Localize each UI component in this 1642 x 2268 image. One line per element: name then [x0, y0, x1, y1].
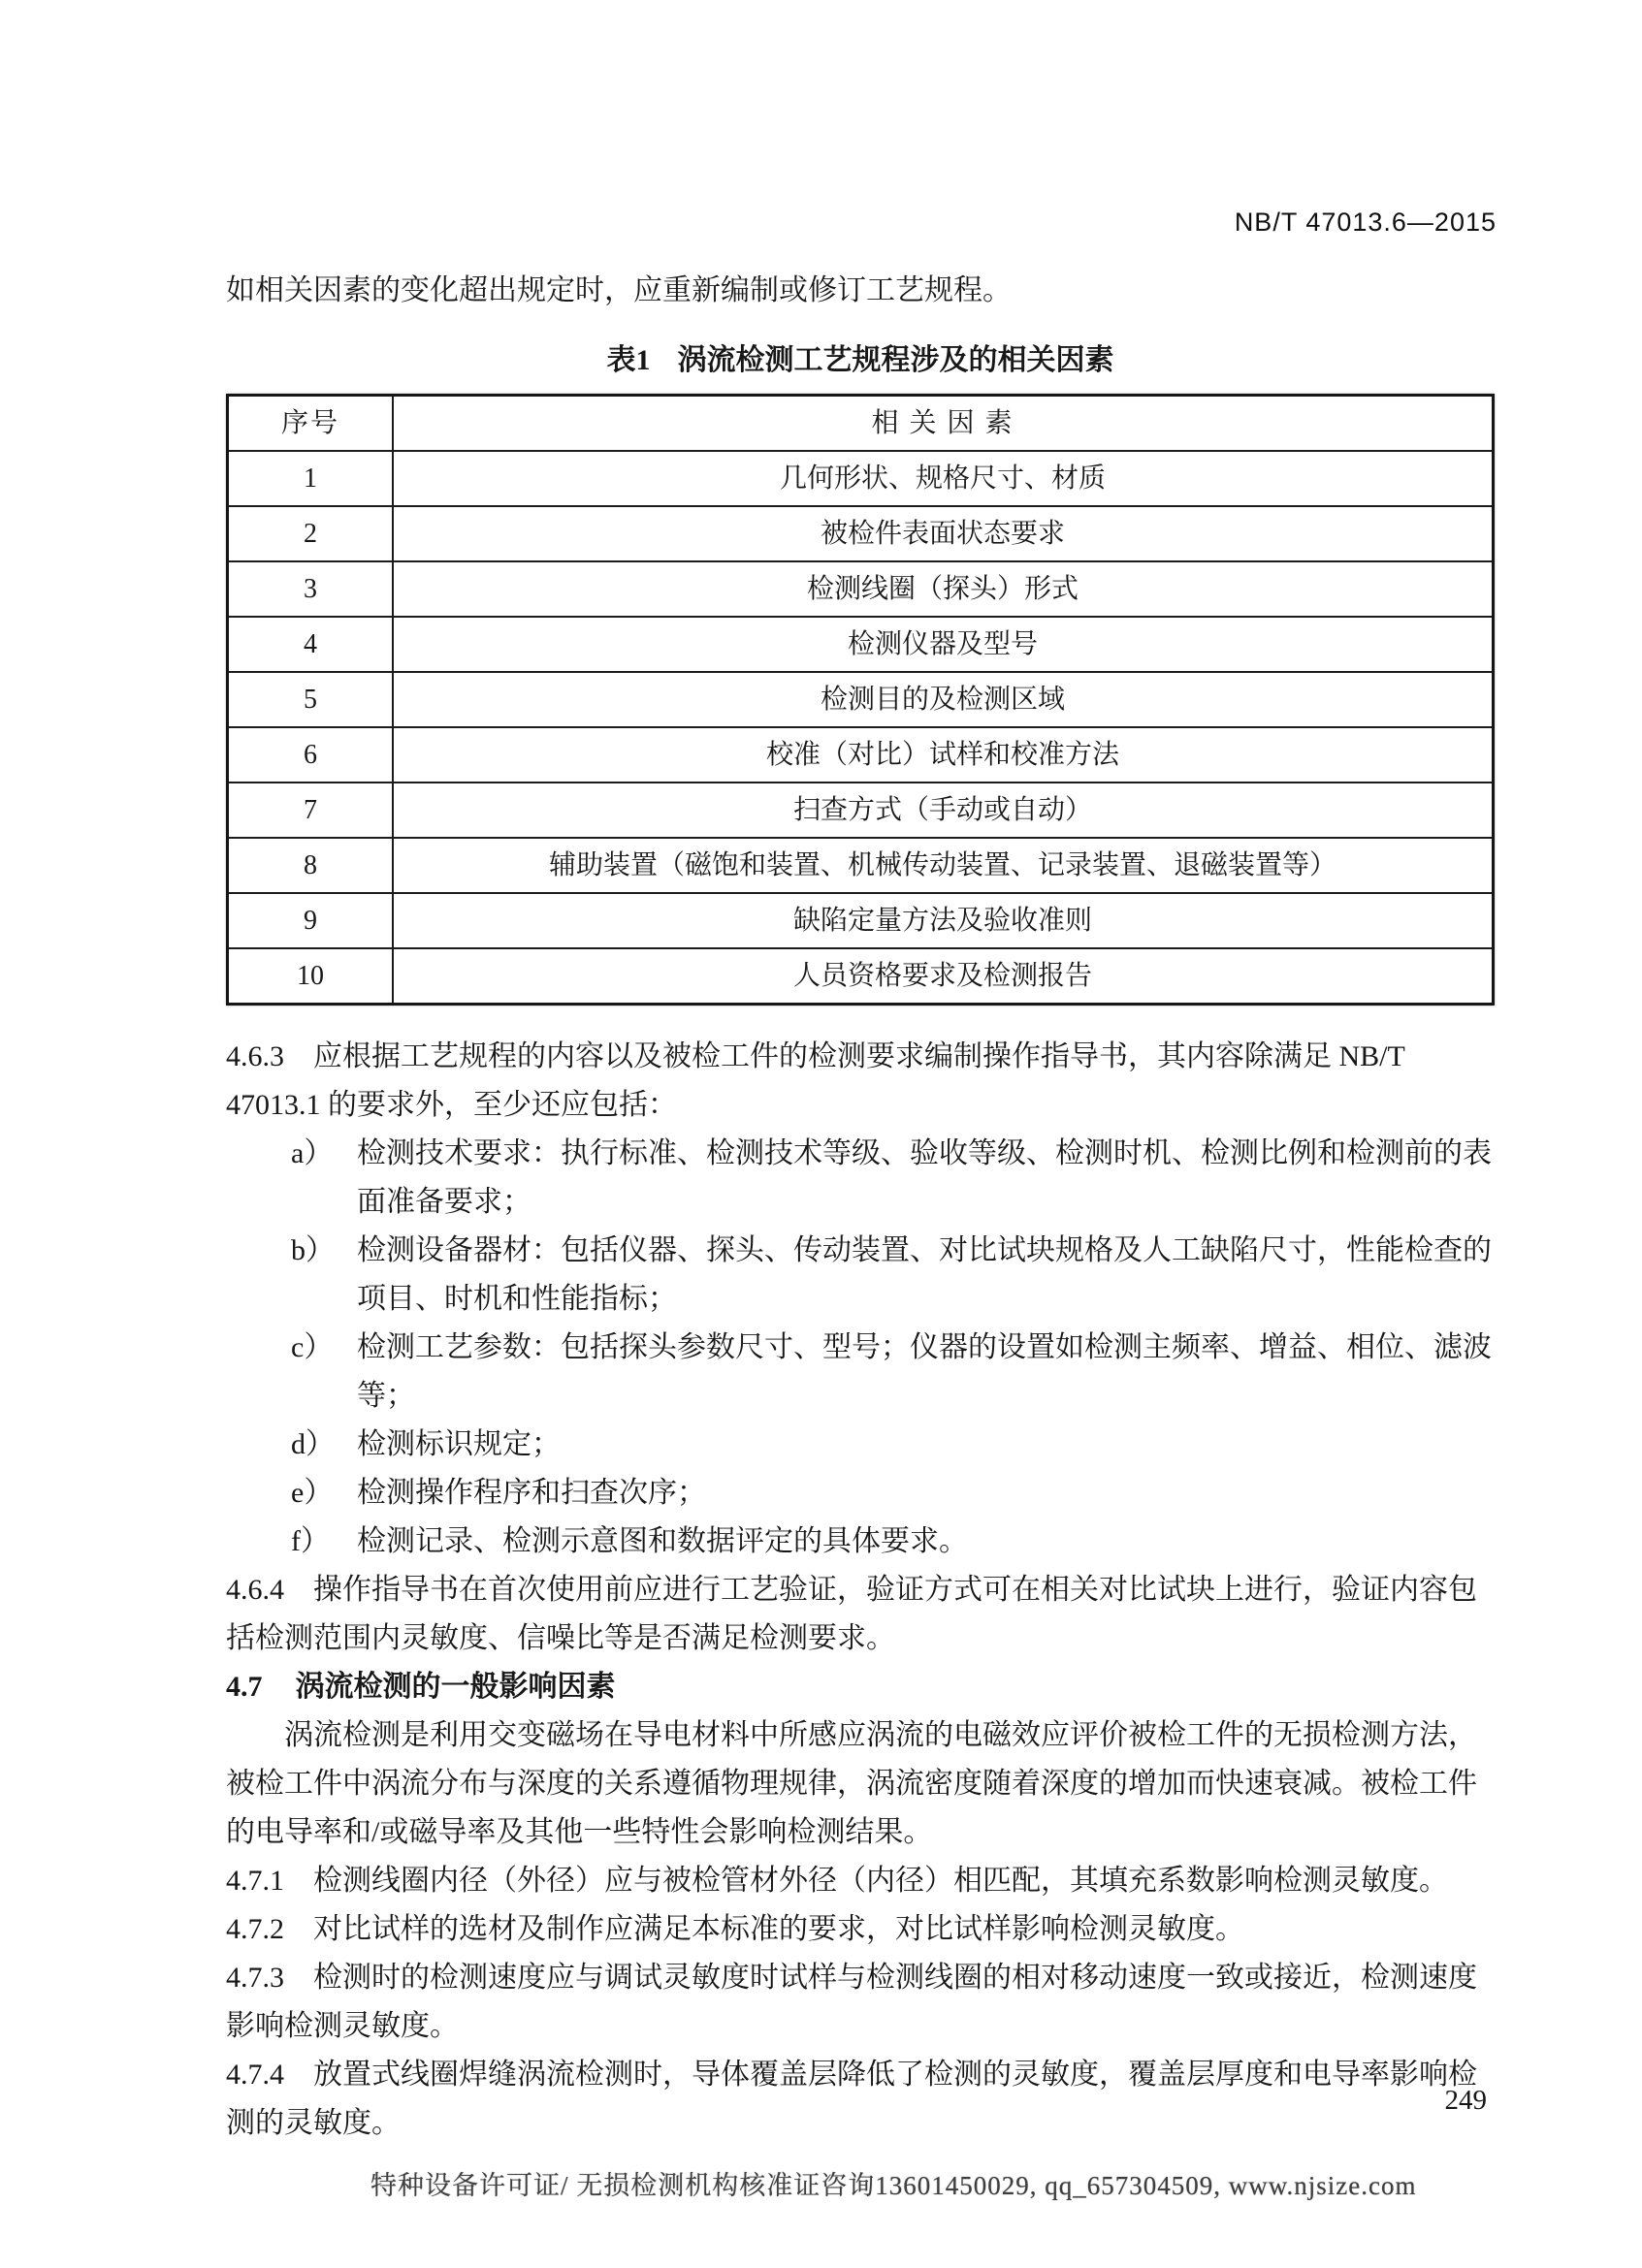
header-cell-factor: 相 关 因 素 [393, 396, 1494, 452]
list-item-b [226, 1227, 1495, 1324]
clause-4-7-4 [226, 2051, 1495, 2148]
table-row [228, 451, 1494, 506]
table-caption-label: 表1 [606, 344, 651, 376]
clause-number: 4.7.1 [226, 1865, 284, 1897]
cell-factor: 辅助装置（磁饱和装置、机械传动装置、记录装置、退磁装置等） [393, 838, 1494, 893]
table-row [228, 893, 1494, 948]
table-row [228, 838, 1494, 893]
item-label: b） [291, 1234, 335, 1266]
intro-paragraph: 如相关因素的变化超出规定时，应重新编制或修订工艺规程。 [226, 274, 1012, 306]
table-row [228, 727, 1494, 783]
list-item-c [226, 1324, 1495, 1421]
clause-4-6-3 [226, 1033, 1495, 1130]
clause-4-6-4 [226, 1566, 1495, 1663]
list-item-d [226, 1421, 1495, 1469]
item-text: 检测标识规定； [357, 1428, 561, 1460]
section-4-7-intro: 涡流检测是利用交变磁场在导电材料中所感应涡流的电磁效应评价被检工件的无损检测方法，被检工件中涡流分布与深度的关系遵循物理规律，涡流密度随着深度的增加而快速衰减。被检工件的电导率和/或磁导率及其他一些特性会影响检测结果。 [226, 1719, 1477, 1848]
table-header-row [228, 396, 1494, 452]
item-label: d） [291, 1428, 335, 1460]
cell-factor: 缺陷定量方法及验收准则 [393, 893, 1494, 948]
cell-serial: 3 [228, 561, 394, 617]
cell-serial: 8 [228, 838, 394, 893]
clause-text: 对比试样的选材及制作应满足本标准的要求，对比试样影响检测灵敏度。 [313, 1913, 1244, 1945]
cell-factor: 检测线圈（探头）形式 [393, 561, 1494, 617]
item-text: 检测记录、检测示意图和数据评定的具体要求。 [357, 1525, 968, 1557]
clause-number: 4.6.3 [226, 1040, 284, 1072]
list-item-a [226, 1130, 1495, 1227]
item-label: c） [291, 1331, 334, 1363]
cell-factor: 检测仪器及型号 [393, 617, 1494, 672]
item-text: 检测设备器材：包括仪器、探头、传动装置、对比试块规格及人工缺陷尺寸，性能检查的项目、时机和性能指标； [357, 1234, 1492, 1315]
cell-factor: 被检件表面状态要求 [393, 506, 1494, 561]
cell-serial: 6 [228, 727, 394, 783]
clause-text: 检测时的检测速度应与调试灵敏度时试样与检测线圈的相对移动速度一致或接近，检测速度影响检测灵敏度。 [226, 1962, 1477, 2042]
cell-factor: 几何形状、规格尺寸、材质 [393, 451, 1494, 506]
page-number: 249 [1444, 2085, 1487, 2116]
header-cell-serial: 序号 [228, 396, 394, 452]
item-text: 检测技术要求：执行标准、检测技术等级、验收等级、检测时机、检测比例和检测前的表面准备要求； [357, 1137, 1492, 1218]
cell-serial: 5 [228, 672, 394, 727]
cell-factor: 扫查方式（手动或自动） [393, 783, 1494, 838]
related-factors-table [226, 394, 1495, 1006]
section-title: 涡流检测的一般影响因素 [295, 1671, 616, 1703]
clause-text: 检测线圈内径（外径）应与被检管材外径（内径）相匹配，其填充系数影响检测灵敏度。 [313, 1865, 1448, 1897]
standard-number: NB/T 47013.6—2015 [1234, 208, 1497, 237]
clause-4-7-1 [226, 1857, 1495, 1905]
cell-factor: 检测目的及检测区域 [393, 672, 1494, 727]
list-item-f [226, 1517, 1495, 1566]
table-row [228, 783, 1494, 838]
clause-number: 4.6.4 [226, 1574, 284, 1606]
page-content [226, 268, 1495, 2148]
table-row [228, 617, 1494, 672]
table-row [228, 506, 1494, 561]
cell-serial: 10 [228, 948, 394, 1005]
table-caption-title: 涡流检测工艺规程涉及的相关因素 [677, 344, 1114, 376]
item-text: 检测工艺参数：包括探头参数尺寸、型号；仪器的设置如检测主频率、增益、相位、滤波等； [357, 1331, 1492, 1412]
cell-serial: 4 [228, 617, 394, 672]
list-item-e [226, 1469, 1495, 1517]
clause-number: 4.7.3 [226, 1962, 284, 1994]
cell-factor: 校准（对比）试样和校准方法 [393, 727, 1494, 783]
cell-serial: 2 [228, 506, 394, 561]
clause-4-7-3 [226, 1954, 1495, 2051]
clause-number: 4.7.4 [226, 2059, 284, 2091]
section-heading-4-7 [226, 1663, 1495, 1711]
table-row [228, 672, 1494, 727]
item-label: a） [291, 1137, 334, 1169]
section-number: 4.7 [226, 1671, 263, 1703]
clause-number: 4.7.2 [226, 1913, 284, 1945]
clause-text: 放置式线圈焊缝涡流检测时，导体覆盖层降低了检测的灵敏度，覆盖层厚度和电导率影响检测的灵敏度。 [226, 2059, 1477, 2139]
clause-4-7-2 [226, 1905, 1495, 1954]
cell-serial: 1 [228, 451, 394, 506]
table-caption [226, 339, 1495, 382]
table-row [228, 948, 1494, 1005]
cell-factor: 人员资格要求及检测报告 [393, 948, 1494, 1005]
item-label: e） [291, 1477, 334, 1509]
table-row [228, 561, 1494, 617]
item-text: 检测操作程序和扫查次序； [357, 1477, 706, 1509]
footer-watermark: 特种设备许可证/ 无损检测机构核准证咨询13601450029, qq_657304509, www.njsize.com [370, 2171, 1417, 2200]
cell-serial: 9 [228, 893, 394, 948]
clause-text: 操作指导书在首次使用前应进行工艺验证，验证方式可在相关对比试块上进行，验证内容包括检测范围内灵敏度、信噪比等是否满足检测要求。 [226, 1574, 1477, 1654]
clause-text: 应根据工艺规程的内容以及被检工件的检测要求编制操作指导书，其内容除满足 NB/T 47013.1 的要求外，至少还应包括： [226, 1040, 1405, 1121]
item-label: f） [291, 1525, 330, 1557]
cell-serial: 7 [228, 783, 394, 838]
